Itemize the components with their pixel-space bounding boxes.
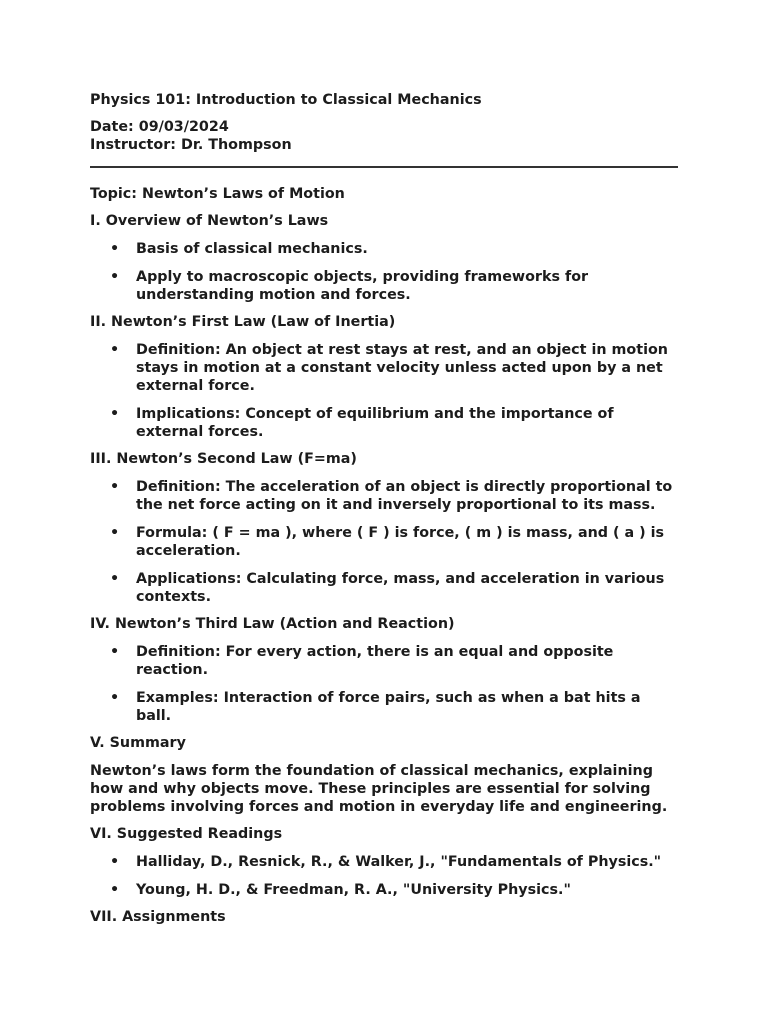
list-item: • Formula: ( F = ma ), where ( F ) is force, ( m ) is mass, and ( a ) is acceleration. bbox=[110, 525, 665, 559]
bullet-icon: • bbox=[110, 241, 120, 257]
bullet-icon: • bbox=[110, 854, 120, 870]
instructor-name: Instructor: Dr. Thompson bbox=[90, 137, 292, 153]
list-item: • Definition: For every action, there is an equal and opposite reaction. bbox=[110, 644, 614, 678]
overview-list bbox=[90, 240, 680, 304]
list-item: • Examples: Interaction of force pairs, such as when a bat hits a ball. bbox=[110, 690, 641, 724]
summary-paragraph: Newton’s laws form the foundation of classical mechanics, explaining how and why objects move. These principles are essential for solving problems involving forces and motion in everyday life and engineering. bbox=[90, 763, 668, 815]
section-heading-readings: VI. Suggested Readings bbox=[90, 826, 283, 842]
second-law-list bbox=[90, 478, 680, 606]
section-heading-third-law: IV. Newton’s Third Law (Action and Reaction) bbox=[90, 616, 455, 632]
lecture-notes-document bbox=[90, 91, 680, 926]
list-item: • Implications: Concept of equilibrium and the importance of external forces. bbox=[110, 406, 614, 440]
topic-heading: Topic: Newton’s Laws of Motion bbox=[90, 186, 345, 202]
list-item: • Apply to macroscopic objects, providing frameworks for understanding motion and forces. bbox=[110, 269, 589, 303]
bullet-icon: • bbox=[110, 644, 120, 660]
bullet-icon: • bbox=[110, 269, 120, 285]
list-item: • Young, H. D., & Freedman, R. A., "University Physics." bbox=[110, 882, 571, 898]
bullet-icon: • bbox=[110, 342, 120, 358]
section-heading-first-law: II. Newton’s First Law (Law of Inertia) bbox=[90, 314, 396, 330]
bullet-icon: • bbox=[110, 882, 120, 898]
third-law-list bbox=[90, 643, 680, 725]
header-divider bbox=[90, 166, 678, 168]
list-item: • Basis of classical mechanics. bbox=[110, 241, 368, 257]
list-item: • Applications: Calculating force, mass, and acceleration in various contexts. bbox=[110, 571, 665, 605]
bullet-icon: • bbox=[110, 571, 120, 587]
bullet-icon: • bbox=[110, 406, 120, 422]
bullet-icon: • bbox=[110, 479, 120, 495]
section-heading-summary: V. Summary bbox=[90, 735, 186, 751]
first-law-list bbox=[90, 341, 680, 441]
bullet-icon: • bbox=[110, 525, 120, 541]
section-heading-second-law: III. Newton’s Second Law (F=ma) bbox=[90, 451, 357, 467]
readings-list bbox=[90, 853, 680, 899]
section-heading-assignments: VII. Assignments bbox=[90, 909, 226, 925]
section-heading-overview: I. Overview of Newton’s Laws bbox=[90, 213, 329, 229]
list-item: • Definition: The acceleration of an object is directly proportional to the net force acting on it and inversely proportional to its mass. bbox=[110, 479, 673, 513]
lecture-date: Date: 09/03/2024 bbox=[90, 119, 229, 135]
list-item: • Halliday, D., Resnick, R., & Walker, J., "Fundamentals of Physics." bbox=[110, 854, 662, 870]
bullet-icon: • bbox=[110, 690, 120, 706]
list-item: • Definition: An object at rest stays at rest, and an object in motion stays in motion at a constant velocity unless acted upon by a net external force. bbox=[110, 342, 668, 394]
course-title: Physics 101: Introduction to Classical Mechanics bbox=[90, 92, 482, 108]
